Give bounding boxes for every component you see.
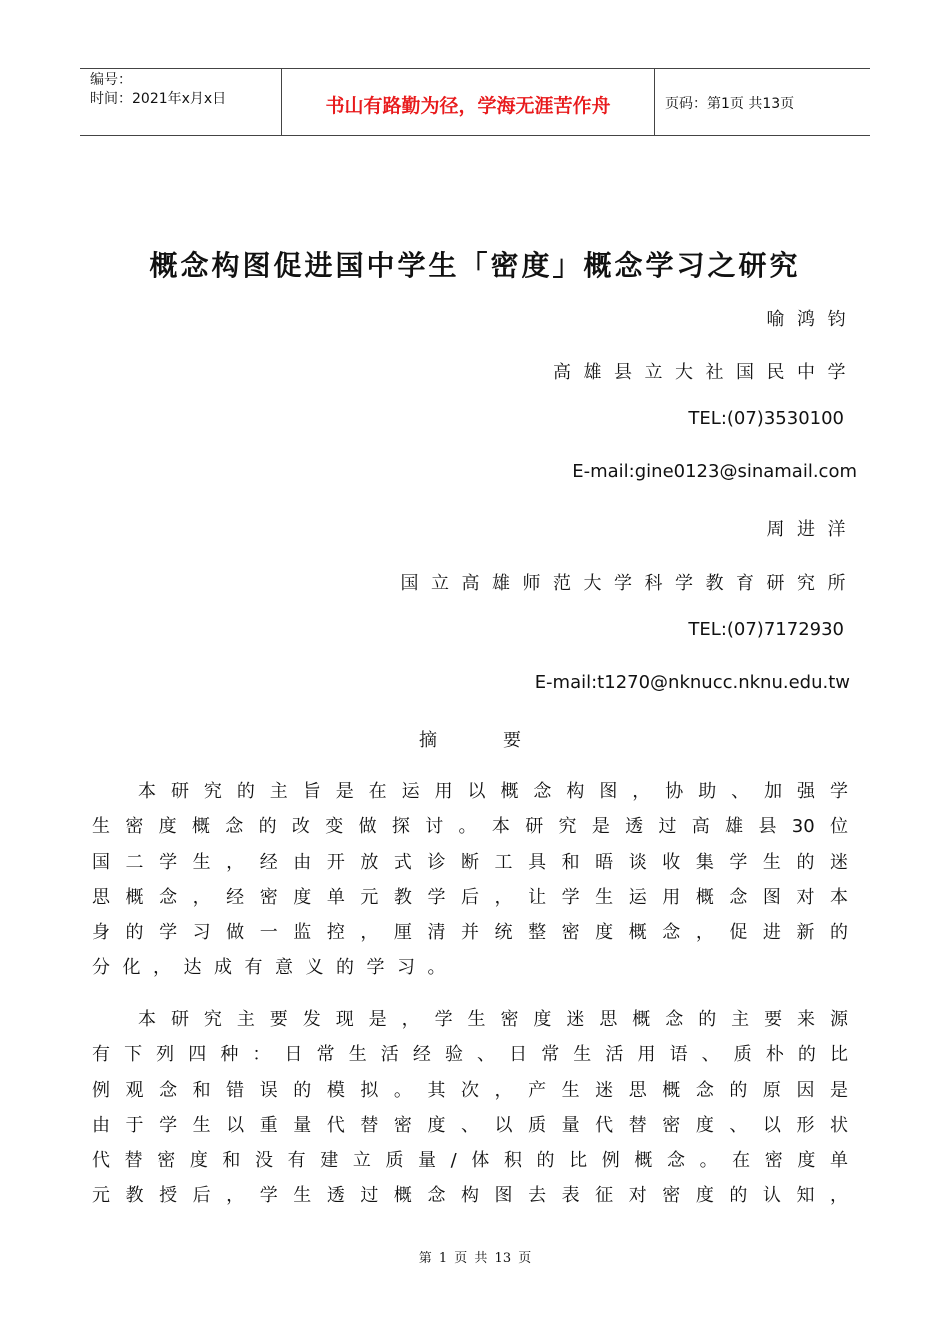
paragraph-line: 由于学生以重量代替密度、以质量代替密度、以形状 bbox=[92, 1114, 848, 1136]
author-affiliation-2: 国立高雄师范大学科学教育研究所 bbox=[400, 573, 858, 594]
abstract-heading: 摘要 bbox=[419, 730, 587, 751]
header-motto: 书山有路勤为径，学海无涯苦作舟 bbox=[281, 69, 655, 135]
abstract-paragraph-1 bbox=[92, 774, 848, 986]
author-name-2: 周进洋 bbox=[766, 519, 858, 540]
author-tel-2: TEL:(07)7172930 bbox=[688, 619, 844, 640]
author-affiliation-1: 高雄县立大社国民中学 bbox=[553, 362, 858, 383]
author-email-1[interactable]: E-mail:gine0123@sinamail.com bbox=[572, 461, 857, 482]
paragraph-line: 思概念，经密度单元教学后，让学生运用概念图对本 bbox=[92, 886, 848, 908]
document-number-label: 编号： bbox=[90, 72, 132, 88]
author-email-2[interactable]: E-mail:t1270@nknucc.nknu.edu.tw bbox=[534, 672, 850, 693]
paragraph-line: 元教授后，学生透过概念构图去表征对密度的认知， bbox=[92, 1185, 848, 1207]
abstract-paragraph-2 bbox=[92, 1002, 848, 1214]
paragraph-line: 国二学生，经由开放式诊断工具和晤谈收集学生的迷 bbox=[92, 851, 848, 873]
paragraph-line: 身的学习做一监控，厘清并统整密度概念，促进新的 bbox=[92, 922, 848, 944]
paragraph-line: 本研究主要发现是，学生密度迷思概念的主要来源 bbox=[138, 1009, 848, 1030]
author-tel-1: TEL:(07)3530100 bbox=[688, 408, 844, 429]
paragraph-line: 有下列四种：日常生活经验、日常生活用语、质朴的比 bbox=[92, 1044, 848, 1066]
paragraph-line: 本研究的主旨是在运用以概念构图，协助、加强学 bbox=[138, 781, 848, 802]
page-footer: 第 1 页 共 13 页 bbox=[418, 1251, 532, 1266]
document-title: 概念构图促进国中学生「密度」概念学习之研究 bbox=[149, 249, 801, 282]
document-time-label: 时间：2021年x月x日 bbox=[90, 91, 227, 107]
paragraph-line: 例观念和错误的模拟。其次，产生迷思概念的原因是 bbox=[92, 1079, 848, 1101]
paragraph-line: 生密度概念的改变做探讨。本研究是透过高雄县30位 bbox=[92, 816, 848, 838]
author-name-1: 喻鸿钧 bbox=[766, 309, 858, 330]
header-page-info: 页码：第1页 共13页 bbox=[665, 96, 795, 112]
header-meta bbox=[80, 69, 281, 135]
paragraph-line: 代替密度和没有建立质量/体积的比例概念。在密度单 bbox=[92, 1150, 848, 1172]
paragraph-line: 分化，达成有意义的学习。 bbox=[92, 957, 458, 979]
header-table bbox=[80, 68, 870, 136]
